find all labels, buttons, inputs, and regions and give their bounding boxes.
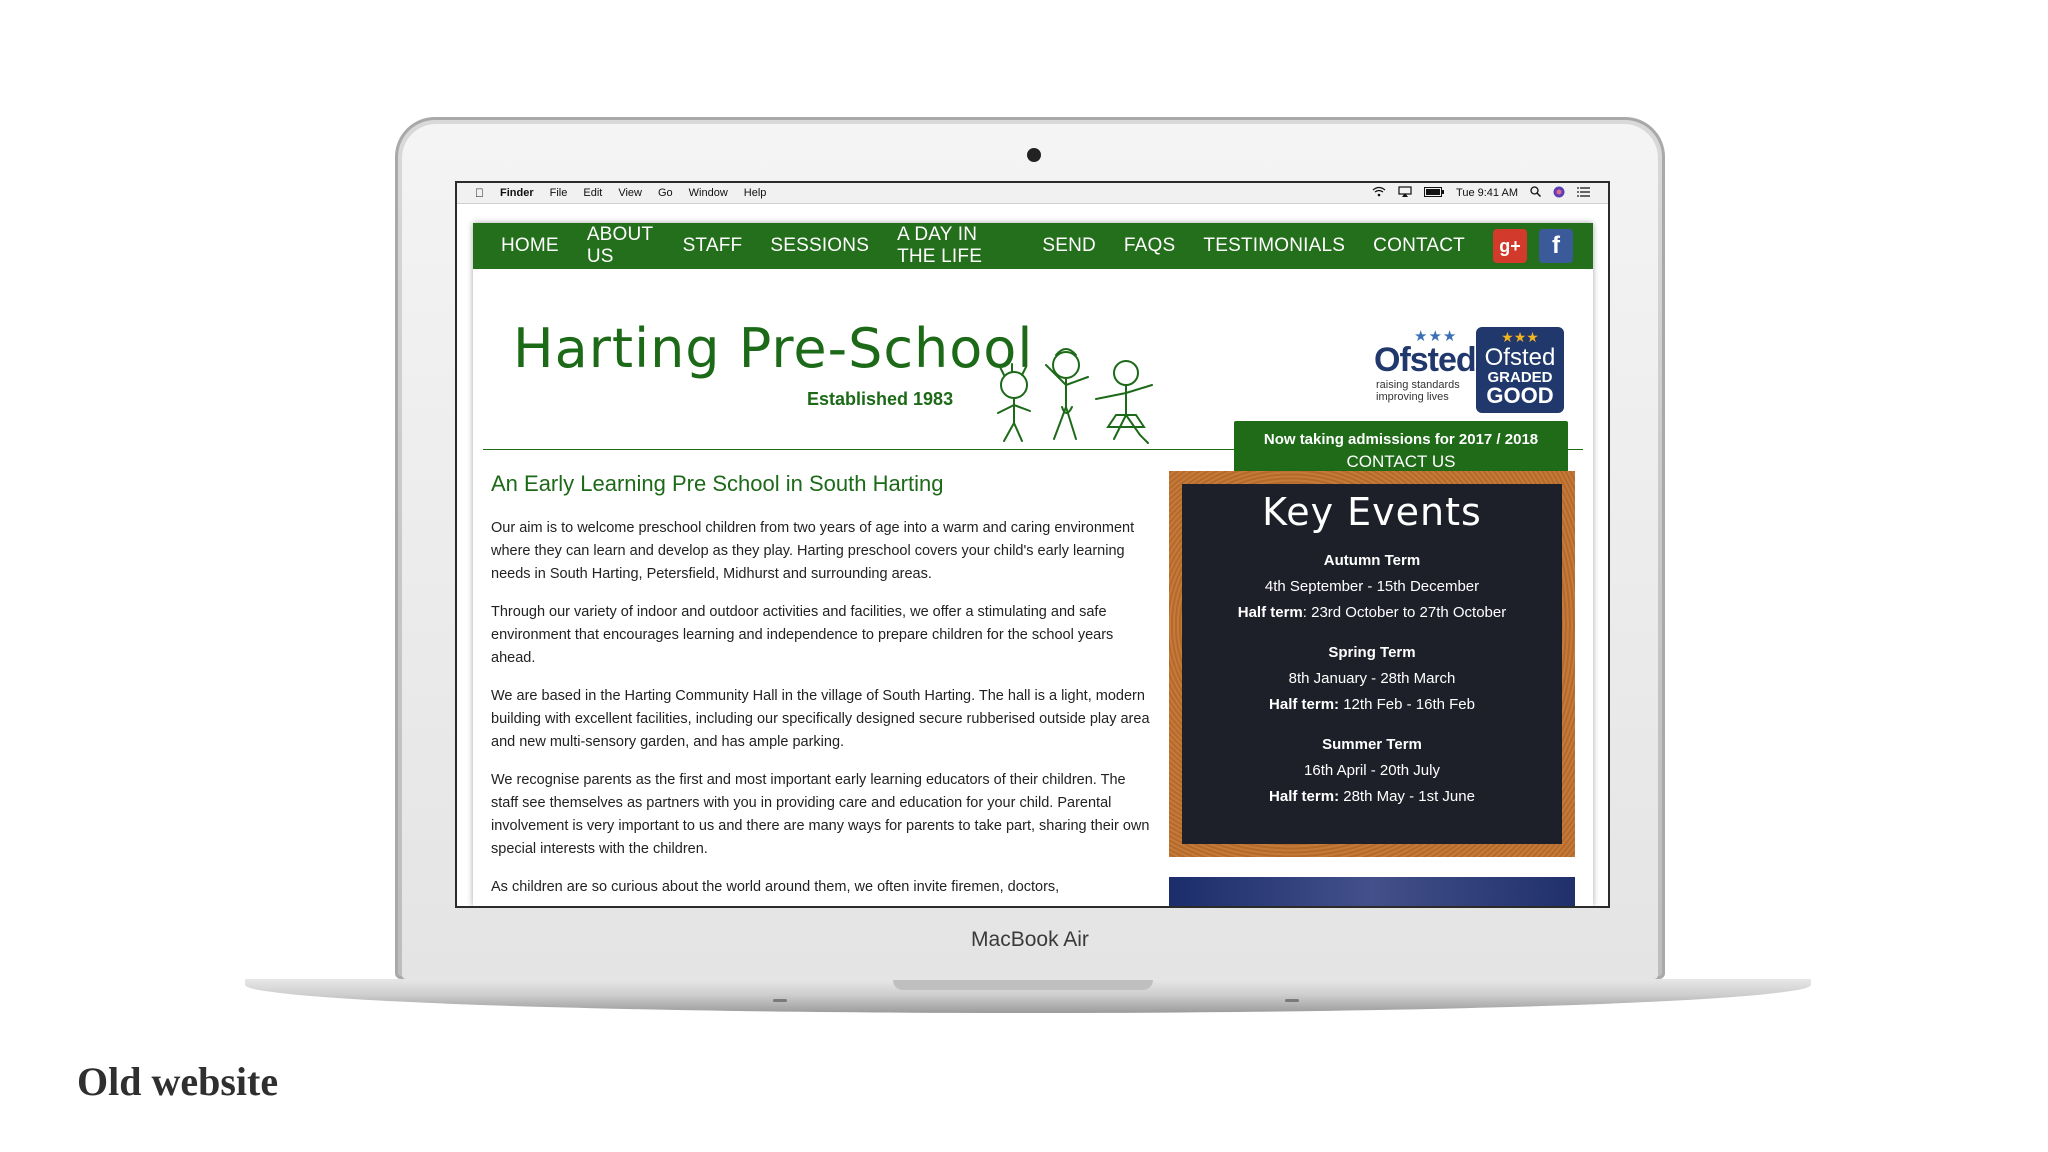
battery-icon[interactable]	[1424, 187, 1444, 200]
ofsted-good: GOOD	[1486, 383, 1554, 408]
main-content	[491, 463, 1151, 908]
stars-icon: ★★★	[1501, 329, 1539, 345]
parents-paragraph: We recognise parents as the first and most important early learning educators of their children. The staff see themselves as partners with you in providing care and education for your child. Parental involvement is very important to us and there are many ways for parents to take part, sharing their own special interests with the children.	[491, 772, 1150, 857]
page-subtitle: An Early Learning Pre School in South Harting	[491, 471, 944, 496]
location-paragraph: We are based in the Harting Community Hall in the village of South Harting. The hall is a light, modern building with excellent facilities, including our specifically designed secure rubberised outside play area and new multi-sensory garden, and has ample parking.	[491, 688, 1150, 750]
menu-help[interactable]: Help	[734, 187, 758, 199]
term-autumn	[1182, 548, 1562, 626]
ofsted-wordmark: Ofsted	[1374, 341, 1476, 379]
google-plus-icon[interactable]: g+	[1493, 229, 1527, 263]
siri-icon[interactable]	[1553, 186, 1565, 201]
admissions-line: Now taking admissions for 2017 / 2018	[1263, 431, 1539, 448]
menu-go[interactable]: Go	[648, 187, 664, 199]
mac-menubar	[457, 183, 1608, 204]
site-logo-title[interactable]: Harting Pre-School	[513, 317, 1034, 380]
half-term-label: Half term	[1237, 604, 1303, 621]
menu-file[interactable]: File	[540, 187, 559, 199]
nav-testimonials[interactable]: TESTIMONIALS	[1203, 235, 1346, 256]
laptop-notch	[893, 980, 1153, 990]
laptop-foot	[1285, 999, 1299, 1002]
nav-sessions[interactable]: SESSIONS	[770, 235, 870, 256]
term-summer	[1182, 732, 1562, 810]
ofsted-badge[interactable]	[1374, 327, 1562, 413]
key-events-title: Key Events	[1262, 490, 1482, 534]
laptop-foot	[773, 999, 787, 1002]
notification-center-icon[interactable]	[1577, 187, 1590, 200]
half-term-label: Half term:	[1269, 788, 1340, 805]
gallery-photo[interactable]	[1169, 877, 1575, 908]
menu-view[interactable]: View	[609, 187, 633, 199]
children-drawing-icon	[976, 335, 1176, 445]
half-term-separator: :	[1302, 604, 1307, 621]
nav-a-day-in-the-life[interactable]: A DAY IN THE LIFE	[897, 224, 983, 267]
half-term-dates: 12th Feb - 16th Feb	[1339, 696, 1475, 713]
slide-caption: Old website	[77, 1059, 279, 1104]
site-header	[473, 269, 1593, 471]
main-navigation	[473, 223, 1593, 269]
nav-faqs[interactable]: FAQS	[1123, 235, 1176, 256]
stars-icon: ★★★	[1414, 328, 1458, 345]
menu-app-finder[interactable]: Finder	[491, 187, 525, 199]
term-name: Summer Term	[1322, 736, 1422, 753]
activities-paragraph: Through our variety of indoor and outdoor activities and facilities, we offer a stimulating and safe environment that encourages learning and independence to prepare children for the school years ahead.	[491, 604, 1114, 666]
half-term-dates: 28th May - 1st June	[1339, 788, 1475, 805]
ofsted-graded-good	[1476, 327, 1564, 413]
social-links	[1493, 229, 1573, 263]
menubar-clock[interactable]: Tue 9:41 AM	[1456, 187, 1518, 199]
wifi-icon[interactable]	[1372, 186, 1386, 200]
ofsted-tagline-2: improving lives	[1376, 391, 1449, 403]
nav-contact[interactable]: CONTACT	[1373, 235, 1465, 256]
facebook-icon[interactable]: f	[1539, 229, 1573, 263]
term-dates: 8th January - 28th March	[1288, 670, 1456, 687]
divider	[483, 449, 1583, 450]
ofsted-tagline-1: raising standards	[1376, 379, 1460, 391]
established-text: Established 1983	[807, 389, 954, 409]
ofsted-word-small: Ofsted	[1484, 344, 1556, 371]
term-name: Spring Term	[1328, 644, 1416, 661]
laptop-screen	[455, 181, 1610, 908]
nav-staff[interactable]: STAFF	[682, 235, 743, 256]
spotlight-search-icon[interactable]	[1530, 186, 1541, 200]
ofsted-graded: GRADED	[1487, 369, 1553, 386]
visitors-paragraph: As children are so curious about the world around them, we often invite firemen, doctors,	[491, 879, 1060, 895]
half-term-dates: 23rd October to 27th October	[1306, 604, 1507, 621]
intro-paragraph: Our aim is to welcome preschool children from two years of age into a warm and caring environment where they can learn and develop as they play. Harting preschool covers your child's early learning needs in South Harting, Petersfield, Midhurst and surrounding areas.	[491, 520, 1135, 582]
menu-window[interactable]: Window	[679, 187, 719, 199]
airplay-icon[interactable]	[1398, 186, 1412, 200]
menu-edit[interactable]: Edit	[574, 187, 594, 199]
camera-icon	[1027, 148, 1041, 162]
key-events-board	[1169, 471, 1575, 857]
nav-send[interactable]: SEND	[1042, 235, 1096, 256]
device-label: MacBook Air	[971, 928, 1089, 951]
website	[473, 223, 1593, 906]
term-name: Autumn Term	[1323, 552, 1421, 569]
half-term-label: Half term:	[1269, 696, 1340, 713]
nav-home[interactable]: HOME	[501, 235, 559, 256]
apple-icon[interactable]	[475, 186, 484, 200]
nav-about-us[interactable]: ABOUT US	[586, 224, 653, 267]
term-dates: 16th April - 20th July	[1304, 762, 1440, 779]
contact-us-label: CONTACT US	[1346, 452, 1456, 471]
term-dates: 4th September - 15th December	[1264, 578, 1480, 595]
term-spring	[1182, 640, 1562, 718]
